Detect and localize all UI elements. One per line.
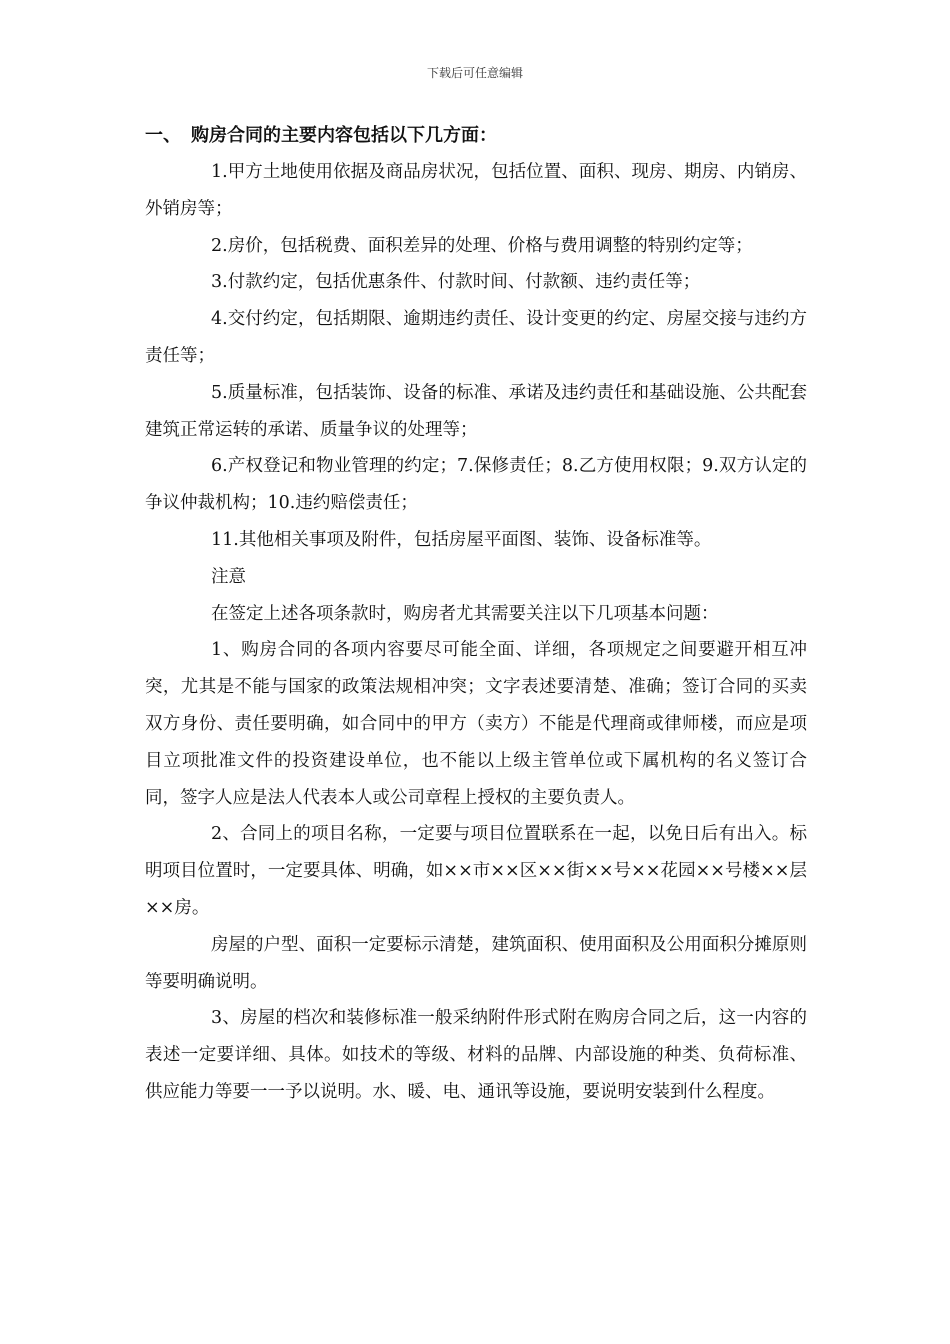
paragraph-item-11: 11.其他相关事项及附件，包括房屋平面图、装饰、设备标准等。 bbox=[211, 529, 712, 550]
note-point-3: 3、房屋的档次和装修标准一般采纳附件形式附在购房合同之后，这一内容的表述一定要详细、具体。如技术的等级、材料的品牌、内部设施的种类、负荷标准、供应能力等要一一予以说明。水、暖、电、通讯等设施，要说明安装到什么程度。 bbox=[145, 1008, 807, 1102]
note-point-1: 1、购房合同的各项内容要尽可能全面、详细，各项规定之间要避开相互冲突，尤其是不能与国家的政策法规相冲突；文字表述要清楚、准确；签订合同的买卖双方身份、责任要明确，如合同中的甲方（卖方）不能是代理商或律师楼，而应是项目立项批准文件的投资建设单位，也不能以上级主管单位或下属机构的名义签订合同，签字人应是法人代表本人或公司章程上授权的主要负责人。 bbox=[145, 640, 807, 808]
document-body bbox=[145, 118, 807, 1111]
note-intro: 在签定上述各项条款时，购房者尤其需要关注以下几项基本问题： bbox=[211, 603, 719, 624]
paragraph-item-4: 4.交付约定，包括期限、逾期违约责任、设计变更的约定、房屋交接与违约方责任等； bbox=[145, 309, 807, 366]
paragraph-item-5: 5.质量标准，包括装饰、设备的标准、承诺及违约责任和基础设施、公共配套建筑正常运转的承诺、质量争议的处理等； bbox=[145, 382, 807, 440]
note-point-2: 2、合同上的项目名称，一定要与项目位置联系在一起，以免日后有出入。标明项目位置时，一定要具体、明确，如××市××区××街××号××花园××号楼××层××房。 bbox=[145, 824, 807, 918]
paragraph-item-2: 2.房价，包括税费、面积差异的处理、价格与费用调整的特别约定等； bbox=[211, 235, 753, 256]
paragraph-item-1: 1.甲方土地使用依据及商品房状况，包括位置、面积、现房、期房、内销房、外销房等； bbox=[145, 162, 807, 219]
note-point-2-extra: 房屋的户型、面积一定要标示清楚，建筑面积、使用面积及公用面积分摊原则等要明确说明。 bbox=[145, 934, 807, 992]
paragraph-item-6: 6.产权登记和物业管理的约定；7.保修责任；8.乙方使用权限；9.双方认定的争议仲裁机构；10.违约赔偿责任； bbox=[145, 456, 807, 514]
note-label: 注意 bbox=[211, 566, 246, 587]
section-title: 购房合同的主要内容包括以下几方面： bbox=[191, 125, 497, 146]
paragraph-item-3: 3.付款约定，包括优惠条件、付款时间、付款额、违约责任等； bbox=[211, 272, 701, 293]
section-heading bbox=[145, 118, 807, 154]
page-header: 下载后可任意编辑 bbox=[426, 66, 523, 80]
section-number: 一、 bbox=[145, 125, 181, 146]
